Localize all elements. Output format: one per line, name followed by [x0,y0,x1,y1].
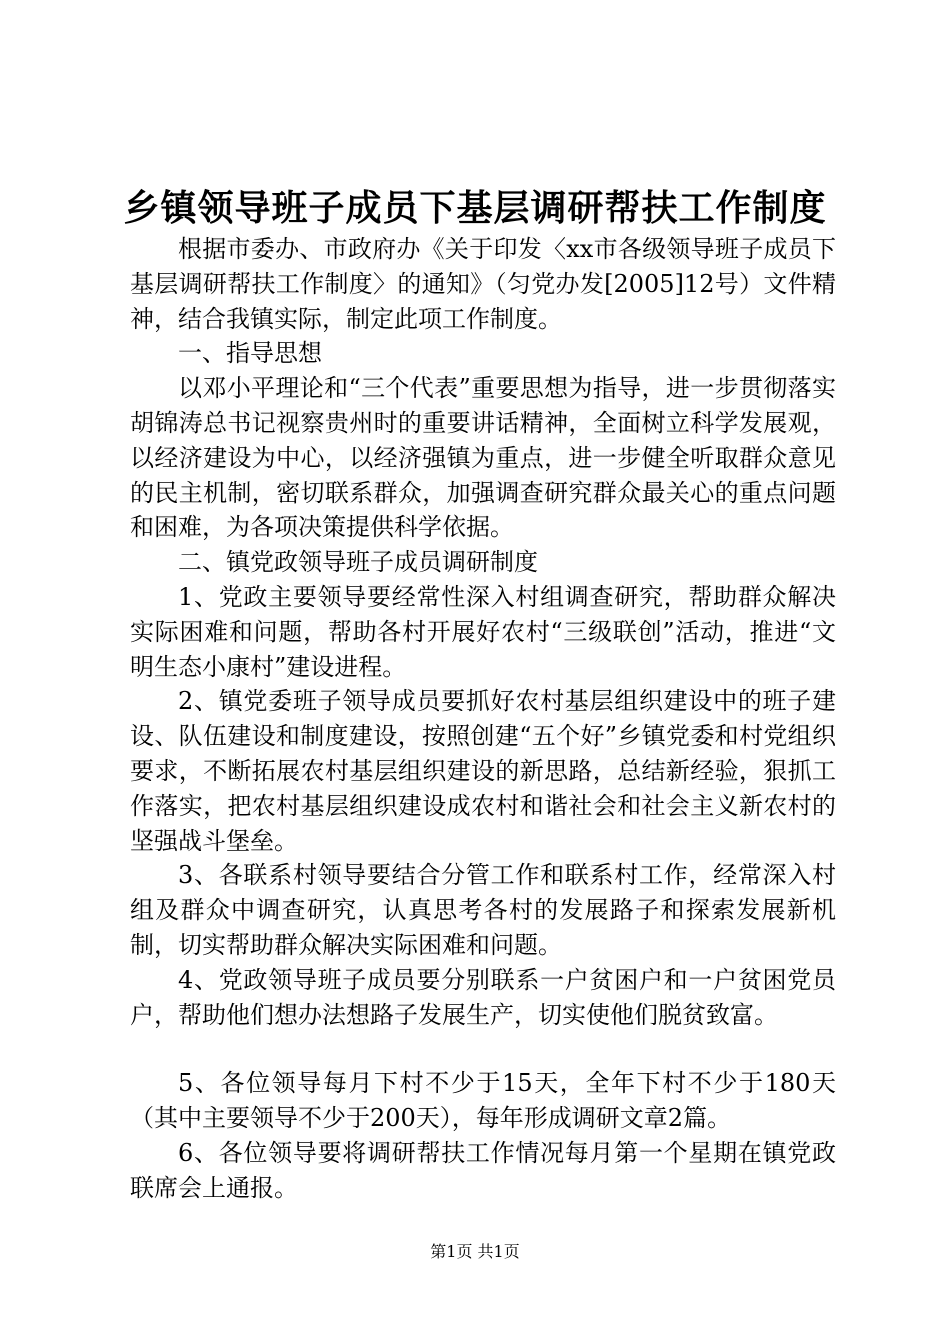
rule-item-5: 5、各位领导每月下村不少于15天，全年下村不少于180天（其中主要领导不少于200天），每年形成调研文章2篇。 [130,1069,836,1133]
rule-item-2: 2、镇党委班子领导成员要抓好农村基层组织建设中的班子建设、队伍建设和制度建设，按照创建“五个好”乡镇党委和村党组织要求，不断拓展农村基层组织建设的新思路，总结新经验，狠抓工作落实，把农村基层组织建设成农村和谐社会和社会主义新农村的坚强战斗堡垒。 [130,687,836,855]
rule-item-3: 3、各联系村领导要结合分管工作和联系村工作，经常深入村组及群众中调查研究，认真思考各村的发展路子和探索发展新机制，切实帮助群众解决实际困难和问题。 [130,861,836,959]
section-heading-guiding-thought: 一、指导思想 [178,339,322,368]
section-heading-research-system: 二、镇党政领导班子成员调研制度 [178,548,538,577]
intro-paragraph: 根据市委办、市政府办《关于印发〈xx市各级领导班子成员下基层调研帮扶工作制度〉的通知》（匀党办发[2005]12号）文件精神，结合我镇实际，制定此项工作制度。 [130,235,836,333]
guiding-thought-paragraph: 以邓小平理论和“三个代表”重要思想为指导，进一步贯彻落实胡锦涛总书记视察贵州时的重要讲话精神，全面树立科学发展观，以经济建设为中心，以经济强镇为重点，进一步健全听取群众意见的民主机制，密切联系群众，加强调查研究群众最关心的重点问题和困难，为各项决策提供科学依据。 [130,374,836,542]
rule-item-6: 6、各位领导要将调研帮扶工作情况每月第一个星期在镇党政联席会上通报。 [130,1138,836,1202]
page-footer: 第1页 共1页 [430,1242,520,1261]
document-body [130,232,836,1206]
rule-item-1: 1、党政主要领导要经常性深入村组调查研究，帮助群众解决实际困难和问题，帮助各村开展好农村“三级联创”活动，推进“文明生态小康村”建设进程。 [130,582,836,681]
document-title: 乡镇领导班子成员下基层调研帮扶工作制度 [123,187,827,229]
rule-item-4: 4、党政领导班子成员要分别联系一户贫困户和一户贫困党员户，帮助他们想办法想路子发展生产，切实使他们脱贫致富。 [130,965,836,1029]
